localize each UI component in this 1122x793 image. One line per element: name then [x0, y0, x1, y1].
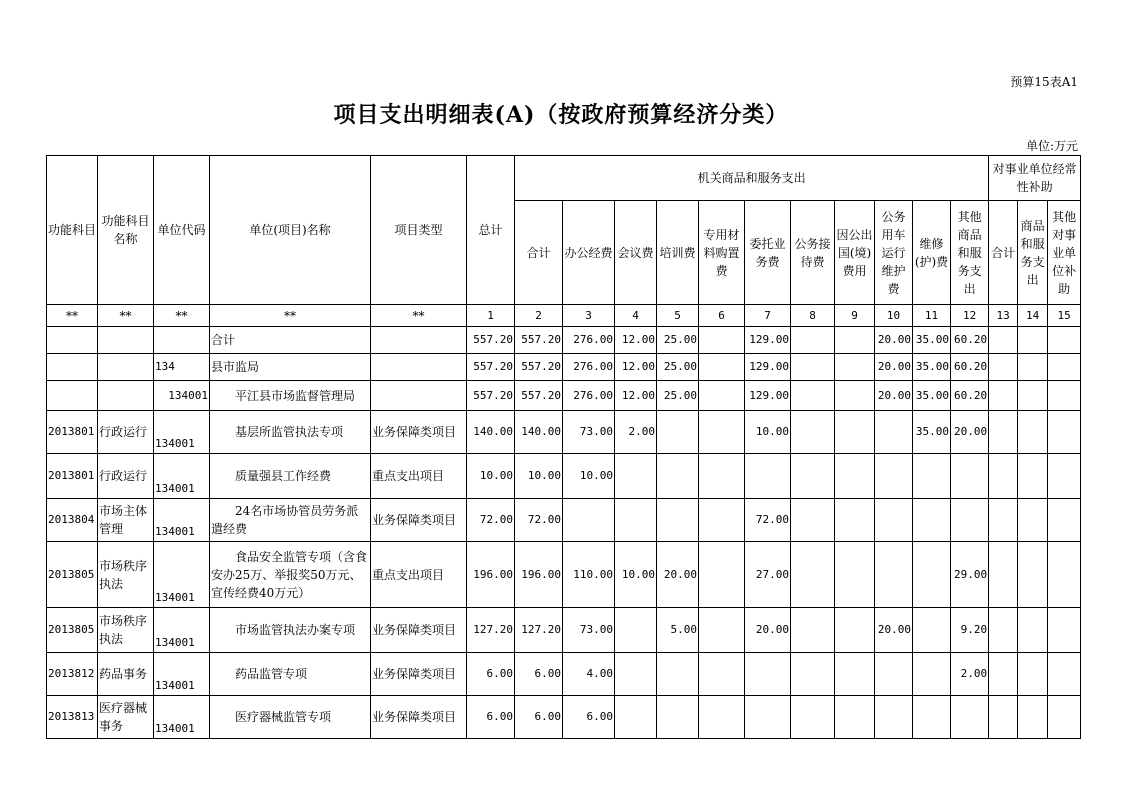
unit-name-cell: 24名市场协管员劳务派遣经费 — [210, 499, 371, 542]
value-cell — [699, 381, 745, 411]
func-name-cell — [98, 354, 154, 381]
unit-code-cell: 134001 — [154, 381, 210, 411]
unit-code-cell: 134001 — [154, 454, 210, 499]
index-cell: 13 — [989, 305, 1018, 327]
index-cell: 2 — [515, 305, 563, 327]
value-cell: 60.20 — [951, 354, 989, 381]
func-code-cell: 2013812 — [47, 653, 98, 696]
value-cell: 276.00 — [563, 381, 615, 411]
value-cell: 12.00 — [615, 381, 657, 411]
value-cell: 29.00 — [951, 542, 989, 608]
index-cell: 7 — [745, 305, 791, 327]
project-type-cell: 重点支出项目 — [371, 454, 467, 499]
value-cell: 20.00 — [875, 354, 913, 381]
value-cell — [791, 542, 835, 608]
project-type-cell — [371, 354, 467, 381]
col-sub-6: 委托业务费 — [745, 201, 791, 305]
value-cell: 73.00 — [563, 608, 615, 653]
unit-name-cell: 县市监局 — [210, 354, 371, 381]
value-cell — [699, 608, 745, 653]
value-cell: 35.00 — [913, 354, 951, 381]
value-cell: 196.00 — [515, 542, 563, 608]
unit-code-cell: 134001 — [154, 696, 210, 739]
func-code-cell — [47, 354, 98, 381]
table-row — [47, 354, 1081, 381]
value-cell: 196.00 — [467, 542, 515, 608]
index-cell: ** — [371, 305, 467, 327]
value-cell — [1018, 499, 1048, 542]
value-cell: 2.00 — [615, 411, 657, 454]
page-title: 项目支出明细表(A)（按政府预算经济分类） — [333, 102, 789, 128]
value-cell: 10.00 — [515, 454, 563, 499]
col-sub-5: 专用材料购置费 — [699, 201, 745, 305]
value-cell: 557.20 — [515, 327, 563, 354]
value-cell — [1048, 542, 1081, 608]
value-cell: 276.00 — [563, 354, 615, 381]
value-cell — [989, 381, 1018, 411]
col-func-code: 功能科目 — [47, 156, 98, 305]
col-sub-12: 合计 — [989, 201, 1018, 305]
value-cell: 140.00 — [467, 411, 515, 454]
index-cell: 9 — [835, 305, 875, 327]
value-cell — [699, 327, 745, 354]
value-cell — [951, 499, 989, 542]
index-cell: ** — [210, 305, 371, 327]
func-code-cell — [47, 381, 98, 411]
unit-code-cell: 134001 — [154, 608, 210, 653]
unit-code-cell — [154, 327, 210, 354]
value-cell: 12.00 — [615, 354, 657, 381]
unit-code-cell: 134001 — [154, 653, 210, 696]
col-unit-name: 单位(项目)名称 — [210, 156, 371, 305]
col-group-subsidy: 对事业单位经常性补助 — [989, 156, 1081, 201]
value-cell: 2.00 — [951, 653, 989, 696]
value-cell — [1018, 327, 1048, 354]
func-name-cell: 市场秩序执法 — [98, 608, 154, 653]
value-cell — [615, 696, 657, 739]
value-cell: 10.00 — [745, 411, 791, 454]
value-cell — [699, 499, 745, 542]
func-name-cell: 市场秩序执法 — [98, 542, 154, 608]
value-cell — [989, 696, 1018, 739]
value-cell — [989, 608, 1018, 653]
value-cell: 140.00 — [515, 411, 563, 454]
unit-code-cell: 134001 — [154, 411, 210, 454]
value-cell — [951, 454, 989, 499]
col-sub-4: 培训费 — [657, 201, 699, 305]
func-code-cell: 2013804 — [47, 499, 98, 542]
form-code: 预算15表A1 — [1010, 75, 1078, 89]
index-cell: 8 — [791, 305, 835, 327]
value-cell — [875, 696, 913, 739]
value-cell: 72.00 — [745, 499, 791, 542]
value-cell — [657, 696, 699, 739]
value-cell: 35.00 — [913, 411, 951, 454]
value-cell — [989, 653, 1018, 696]
unit-name-cell: 市场监管执法办案专项 — [210, 608, 371, 653]
index-cell: 5 — [657, 305, 699, 327]
value-cell — [1018, 696, 1048, 739]
index-cell: ** — [154, 305, 210, 327]
value-cell — [1048, 354, 1081, 381]
value-cell — [791, 608, 835, 653]
value-cell: 129.00 — [745, 327, 791, 354]
value-cell — [1048, 696, 1081, 739]
unit-label: 单位:万元 — [1025, 139, 1078, 153]
value-cell — [835, 653, 875, 696]
unit-name-cell: 药品监管专项 — [210, 653, 371, 696]
col-func-name: 功能科目名称 — [98, 156, 154, 305]
func-name-cell — [98, 381, 154, 411]
table-row — [47, 411, 1081, 454]
value-cell — [913, 499, 951, 542]
value-cell — [875, 542, 913, 608]
value-cell — [989, 454, 1018, 499]
value-cell — [913, 454, 951, 499]
project-type-cell: 业务保障类项目 — [371, 411, 467, 454]
value-cell — [657, 454, 699, 499]
value-cell: 25.00 — [657, 327, 699, 354]
func-code-cell: 2013805 — [47, 608, 98, 653]
index-cell: 10 — [875, 305, 913, 327]
func-name-cell: 药品事务 — [98, 653, 154, 696]
value-cell: 73.00 — [563, 411, 615, 454]
col-sub-10: 维修(护)费 — [913, 201, 951, 305]
index-cell: 6 — [699, 305, 745, 327]
value-cell — [699, 354, 745, 381]
value-cell — [699, 696, 745, 739]
value-cell — [615, 499, 657, 542]
value-cell: 20.00 — [875, 381, 913, 411]
value-cell — [1018, 454, 1048, 499]
unit-name-cell: 合计 — [210, 327, 371, 354]
value-cell — [989, 327, 1018, 354]
value-cell — [913, 696, 951, 739]
col-total: 总计 — [467, 156, 515, 305]
table-row — [47, 542, 1081, 608]
index-cell: 12 — [951, 305, 989, 327]
value-cell — [745, 653, 791, 696]
value-cell — [563, 499, 615, 542]
col-project-type: 项目类型 — [371, 156, 467, 305]
value-cell — [1018, 354, 1048, 381]
value-cell — [615, 653, 657, 696]
unit-name-cell: 医疗器械监管专项 — [210, 696, 371, 739]
func-code-cell: 2013805 — [47, 542, 98, 608]
value-cell — [913, 653, 951, 696]
value-cell: 6.00 — [467, 696, 515, 739]
value-cell — [1018, 608, 1048, 653]
value-cell — [951, 696, 989, 739]
value-cell: 20.00 — [951, 411, 989, 454]
project-type-cell — [371, 381, 467, 411]
value-cell: 127.20 — [467, 608, 515, 653]
project-type-cell: 业务保障类项目 — [371, 653, 467, 696]
value-cell — [791, 696, 835, 739]
value-cell — [835, 499, 875, 542]
value-cell: 10.00 — [615, 542, 657, 608]
value-cell — [657, 411, 699, 454]
project-type-cell: 业务保障类项目 — [371, 696, 467, 739]
index-cell: 3 — [563, 305, 615, 327]
value-cell: 557.20 — [515, 354, 563, 381]
func-name-cell: 行政运行 — [98, 411, 154, 454]
value-cell — [835, 327, 875, 354]
value-cell — [745, 454, 791, 499]
unit-name-cell: 质量强县工作经费 — [210, 454, 371, 499]
value-cell: 27.00 — [745, 542, 791, 608]
col-sub-8: 因公出国(境)费用 — [835, 201, 875, 305]
value-cell: 127.20 — [515, 608, 563, 653]
value-cell: 6.00 — [515, 653, 563, 696]
value-cell — [1048, 381, 1081, 411]
value-cell: 10.00 — [563, 454, 615, 499]
value-cell — [835, 411, 875, 454]
project-expense-table — [46, 155, 1081, 739]
func-name-cell: 医疗器械事务 — [98, 696, 154, 739]
value-cell: 110.00 — [563, 542, 615, 608]
value-cell — [699, 454, 745, 499]
value-cell: 129.00 — [745, 354, 791, 381]
value-cell — [835, 608, 875, 653]
value-cell — [1018, 381, 1048, 411]
value-cell — [745, 696, 791, 739]
table-row — [47, 499, 1081, 542]
value-cell: 35.00 — [913, 381, 951, 411]
func-code-cell: 2013801 — [47, 454, 98, 499]
value-cell — [989, 411, 1018, 454]
index-cell: 4 — [615, 305, 657, 327]
value-cell — [913, 608, 951, 653]
value-cell — [989, 354, 1018, 381]
col-sub-11: 其他商品和服务支出 — [951, 201, 989, 305]
func-name-cell: 行政运行 — [98, 454, 154, 499]
value-cell — [1048, 327, 1081, 354]
col-sub-3: 会议费 — [615, 201, 657, 305]
value-cell: 60.20 — [951, 327, 989, 354]
project-type-cell: 重点支出项目 — [371, 542, 467, 608]
value-cell: 72.00 — [515, 499, 563, 542]
index-cell: 15 — [1048, 305, 1081, 327]
func-name-cell — [98, 327, 154, 354]
value-cell — [1018, 411, 1048, 454]
value-cell — [699, 411, 745, 454]
value-cell: 6.00 — [563, 696, 615, 739]
unit-code-cell: 134 — [154, 354, 210, 381]
func-code-cell — [47, 327, 98, 354]
value-cell: 20.00 — [745, 608, 791, 653]
value-cell — [835, 696, 875, 739]
value-cell: 10.00 — [467, 454, 515, 499]
value-cell — [875, 454, 913, 499]
col-sub-14: 其他对事业单位补助 — [1048, 201, 1081, 305]
value-cell: 20.00 — [657, 542, 699, 608]
table-row — [47, 696, 1081, 739]
value-cell — [1048, 454, 1081, 499]
value-cell — [875, 499, 913, 542]
value-cell: 557.20 — [515, 381, 563, 411]
project-type-cell — [371, 327, 467, 354]
value-cell — [835, 542, 875, 608]
value-cell — [1048, 499, 1081, 542]
value-cell — [1048, 411, 1081, 454]
value-cell: 9.20 — [951, 608, 989, 653]
value-cell: 12.00 — [615, 327, 657, 354]
index-cell: ** — [47, 305, 98, 327]
value-cell: 25.00 — [657, 381, 699, 411]
table-row — [47, 454, 1081, 499]
value-cell — [791, 499, 835, 542]
func-code-cell: 2013813 — [47, 696, 98, 739]
value-cell: 557.20 — [467, 381, 515, 411]
value-cell: 20.00 — [875, 327, 913, 354]
project-type-cell: 业务保障类项目 — [371, 499, 467, 542]
value-cell — [835, 354, 875, 381]
table-row — [47, 653, 1081, 696]
value-cell — [1018, 653, 1048, 696]
value-cell: 72.00 — [467, 499, 515, 542]
table-row — [47, 381, 1081, 411]
value-cell: 20.00 — [875, 608, 913, 653]
value-cell — [989, 499, 1018, 542]
value-cell — [699, 542, 745, 608]
value-cell — [791, 354, 835, 381]
value-cell — [1048, 608, 1081, 653]
index-cell: 14 — [1018, 305, 1048, 327]
index-cell: 11 — [913, 305, 951, 327]
value-cell — [615, 608, 657, 653]
table-row — [47, 608, 1081, 653]
col-sub-9: 公务用车运行维护费 — [875, 201, 913, 305]
unit-name-cell: 基层所监管执法专项 — [210, 411, 371, 454]
col-sub-2: 办公经费 — [563, 201, 615, 305]
value-cell: 129.00 — [745, 381, 791, 411]
value-cell — [913, 542, 951, 608]
value-cell: 35.00 — [913, 327, 951, 354]
value-cell: 4.00 — [563, 653, 615, 696]
value-cell — [699, 653, 745, 696]
index-cell: ** — [98, 305, 154, 327]
value-cell — [875, 653, 913, 696]
col-sub-13: 商品和服务支出 — [1018, 201, 1048, 305]
value-cell: 60.20 — [951, 381, 989, 411]
value-cell — [615, 454, 657, 499]
col-sub-1: 合计 — [515, 201, 563, 305]
col-sub-7: 公务接待费 — [791, 201, 835, 305]
index-cell: 1 — [467, 305, 515, 327]
value-cell — [1048, 653, 1081, 696]
unit-name-cell: 平江县市场监督管理局 — [210, 381, 371, 411]
value-cell — [875, 411, 913, 454]
func-name-cell: 市场主体管理 — [98, 499, 154, 542]
unit-code-cell: 134001 — [154, 499, 210, 542]
value-cell: 25.00 — [657, 354, 699, 381]
col-group-goods: 机关商品和服务支出 — [515, 156, 989, 201]
col-unit-code: 单位代码 — [154, 156, 210, 305]
value-cell — [657, 653, 699, 696]
value-cell — [791, 653, 835, 696]
value-cell: 276.00 — [563, 327, 615, 354]
value-cell: 557.20 — [467, 354, 515, 381]
value-cell — [791, 327, 835, 354]
value-cell — [657, 499, 699, 542]
value-cell — [791, 381, 835, 411]
project-type-cell: 业务保障类项目 — [371, 608, 467, 653]
value-cell — [989, 542, 1018, 608]
value-cell: 6.00 — [467, 653, 515, 696]
value-cell — [791, 411, 835, 454]
value-cell — [1018, 542, 1048, 608]
unit-code-cell: 134001 — [154, 542, 210, 608]
value-cell — [791, 454, 835, 499]
value-cell — [835, 454, 875, 499]
table-row — [47, 327, 1081, 354]
value-cell — [835, 381, 875, 411]
value-cell: 5.00 — [657, 608, 699, 653]
value-cell: 6.00 — [515, 696, 563, 739]
unit-name-cell: 食品安全监管专项（含食安办25万、举报奖50万元、宣传经费40万元） — [210, 542, 371, 608]
func-code-cell: 2013801 — [47, 411, 98, 454]
value-cell: 557.20 — [467, 327, 515, 354]
